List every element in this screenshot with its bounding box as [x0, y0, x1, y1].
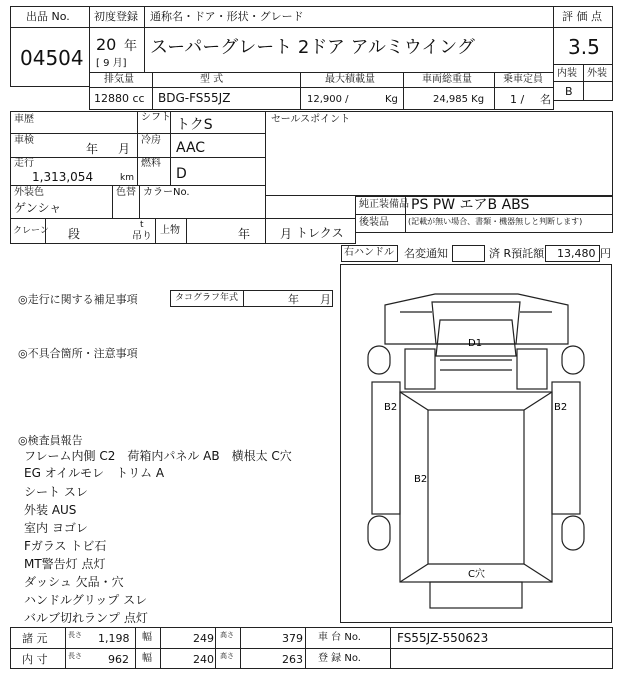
- defects-label: ◎不具合箇所・注意事項: [18, 347, 138, 360]
- lot-number: 04504: [20, 46, 84, 70]
- sales-point-label: セールスポイント: [271, 114, 351, 125]
- inspection-label: 車検: [14, 135, 34, 146]
- recycle-label: 済 R預託額: [489, 247, 545, 260]
- standard-equipment-value: PS PW エアB ABS: [411, 197, 530, 213]
- spec-width: 249: [193, 632, 214, 645]
- mark-b2-center: B2: [414, 474, 428, 485]
- chassis-no: FS55JZ-550623: [397, 631, 489, 645]
- score-value: 3.5: [568, 35, 600, 59]
- history-label: 車歴: [14, 114, 34, 125]
- tachograph-label: タコグラフ年式: [175, 293, 239, 303]
- interior-grade: B: [565, 85, 573, 98]
- inner-height: 263: [282, 653, 303, 666]
- name-change-label: 名変通知: [404, 247, 448, 260]
- vehicle-name: スーパーグレート 2ドア アルミウイング: [150, 37, 475, 58]
- ac-label: 冷房: [141, 135, 161, 146]
- displacement-label: 排気量: [104, 74, 134, 85]
- tacho-month-unit: 月: [320, 293, 331, 306]
- spec-height: 379: [282, 632, 303, 645]
- right-door: [517, 349, 547, 389]
- truck-diagram: [340, 264, 612, 623]
- inspector-line: 室内 ヨゴレ: [24, 521, 88, 535]
- gross-weight-label: 車両総重量: [422, 74, 472, 85]
- front-right-wheel: [562, 346, 584, 374]
- rear-left-wheel: [368, 516, 390, 550]
- recycle-unit: 円: [600, 247, 611, 260]
- shift-value: トクS: [176, 117, 213, 133]
- inspector-line: EG オイルモレ トリム A: [24, 466, 165, 480]
- recycle-amount: 13,480: [557, 247, 596, 260]
- ext-color-value: ゲンシャ: [14, 201, 62, 215]
- model-type-label: 型 式: [200, 74, 224, 85]
- color-code-label: カラーNo.: [143, 187, 190, 198]
- retrofit-label: 後装品: [359, 217, 389, 228]
- height-label: 高さ: [220, 631, 234, 639]
- body-year-unit: 年: [238, 227, 251, 241]
- ext-color-label: 外装色: [14, 187, 44, 198]
- max-load-label: 最大積載量: [325, 74, 375, 85]
- inner-width: 240: [193, 653, 214, 666]
- inspector-label: ◎検査員報告: [18, 434, 83, 447]
- body-maker-value: トレクス: [296, 226, 344, 240]
- inspector-line: シート スレ: [24, 485, 88, 499]
- spec-length: 1,198: [98, 632, 130, 645]
- inspection-month-unit: 月: [118, 142, 131, 156]
- mileage-label: 走行: [14, 158, 34, 169]
- ac-value: AAC: [176, 140, 206, 156]
- tacho-year-unit: 年: [288, 293, 299, 306]
- reg-year-unit: 年: [124, 39, 138, 54]
- chassis-label: 車 台 No.: [318, 632, 361, 643]
- fuel-label: 燃料: [141, 158, 161, 169]
- driving-notes-label: ◎走行に関する補足事項: [18, 293, 138, 306]
- spec-dim-label: 諸 元: [22, 632, 48, 645]
- model-type: BDG-FS55JZ: [158, 91, 231, 105]
- mark-b2-left: B2: [384, 402, 398, 413]
- name-change-box: [452, 245, 485, 262]
- reg-month: [ 9 月]: [96, 58, 127, 69]
- inspector-line: MT警告灯 点灯: [24, 557, 106, 571]
- crane-label: クレーン: [13, 226, 49, 236]
- retrofit-note: (記載が無い場合、書類・機器無しと判断します): [408, 217, 583, 226]
- crane-lift-unit-top: t: [140, 220, 144, 230]
- mark-b2-right: B2: [554, 402, 568, 413]
- interior-label: 内装: [557, 68, 577, 79]
- displacement: 12880 cc: [94, 92, 145, 105]
- max-load-unit: Kg: [385, 94, 398, 105]
- score-label: 評 価 点: [562, 10, 602, 23]
- inspection-year-unit: 年: [86, 142, 99, 156]
- inspector-line: Fガラス トビ石: [24, 539, 107, 553]
- reg-year: 20: [96, 35, 117, 54]
- fuel-value: D: [176, 166, 187, 182]
- inspector-line: バルブ切れランプ 点灯: [24, 611, 148, 625]
- inspector-line: ダッシュ 欠品・穴: [24, 575, 124, 589]
- mileage-unit: km: [120, 173, 134, 183]
- standard-equipment-label: 純正装備品: [359, 199, 409, 210]
- crane-lift-unit: 吊り: [132, 231, 152, 242]
- first-reg-label: 初度登録: [94, 10, 138, 23]
- capacity-unit: 名: [540, 93, 551, 106]
- reg-no-label: 登 録 No.: [318, 653, 361, 664]
- length-label: 長さ: [68, 631, 82, 639]
- length-label: 長さ: [68, 652, 82, 660]
- capacity-label: 乗車定員: [503, 74, 543, 85]
- lot-label: 出品 No.: [26, 10, 70, 23]
- max-load: 12,900 /: [307, 94, 349, 105]
- mark-d1: D1: [468, 338, 483, 349]
- rear-right-wheel: [562, 516, 584, 550]
- cargo-body: [400, 392, 552, 582]
- mileage-value: 1,313,054: [32, 170, 94, 184]
- spec-row: [89, 72, 554, 88]
- inspector-line: 外装 AUS: [24, 503, 77, 517]
- rear-gate: [430, 582, 522, 608]
- body-maker-label: 上物: [160, 225, 180, 236]
- steering: 右ハンドル: [344, 247, 394, 258]
- inner-length: 962: [108, 653, 129, 666]
- crane-steps-unit: 段: [68, 227, 81, 241]
- shift-label: シフト: [141, 112, 171, 123]
- width-label: 幅: [142, 653, 152, 664]
- left-door: [405, 349, 435, 389]
- capacity: 1 /: [510, 93, 525, 106]
- mark-c-hole: C穴: [468, 569, 485, 580]
- exterior-label: 外装: [587, 68, 607, 79]
- color-no-label: 色替: [116, 187, 136, 198]
- inner-dim-label: 内 寸: [22, 653, 48, 666]
- height-label: 高さ: [220, 652, 234, 660]
- model-label: 通称名・ドア・形状・グレード: [150, 10, 304, 23]
- width-label: 幅: [142, 632, 152, 643]
- gross-weight: 24,985 Kg: [433, 94, 485, 105]
- inspector-line: ハンドルグリップ スレ: [24, 593, 148, 607]
- inspector-line: フレーム内側 C2 荷箱内パネル AB 横根太 C穴: [24, 449, 292, 463]
- front-left-wheel: [368, 346, 390, 374]
- body-month-unit: 月: [280, 227, 293, 241]
